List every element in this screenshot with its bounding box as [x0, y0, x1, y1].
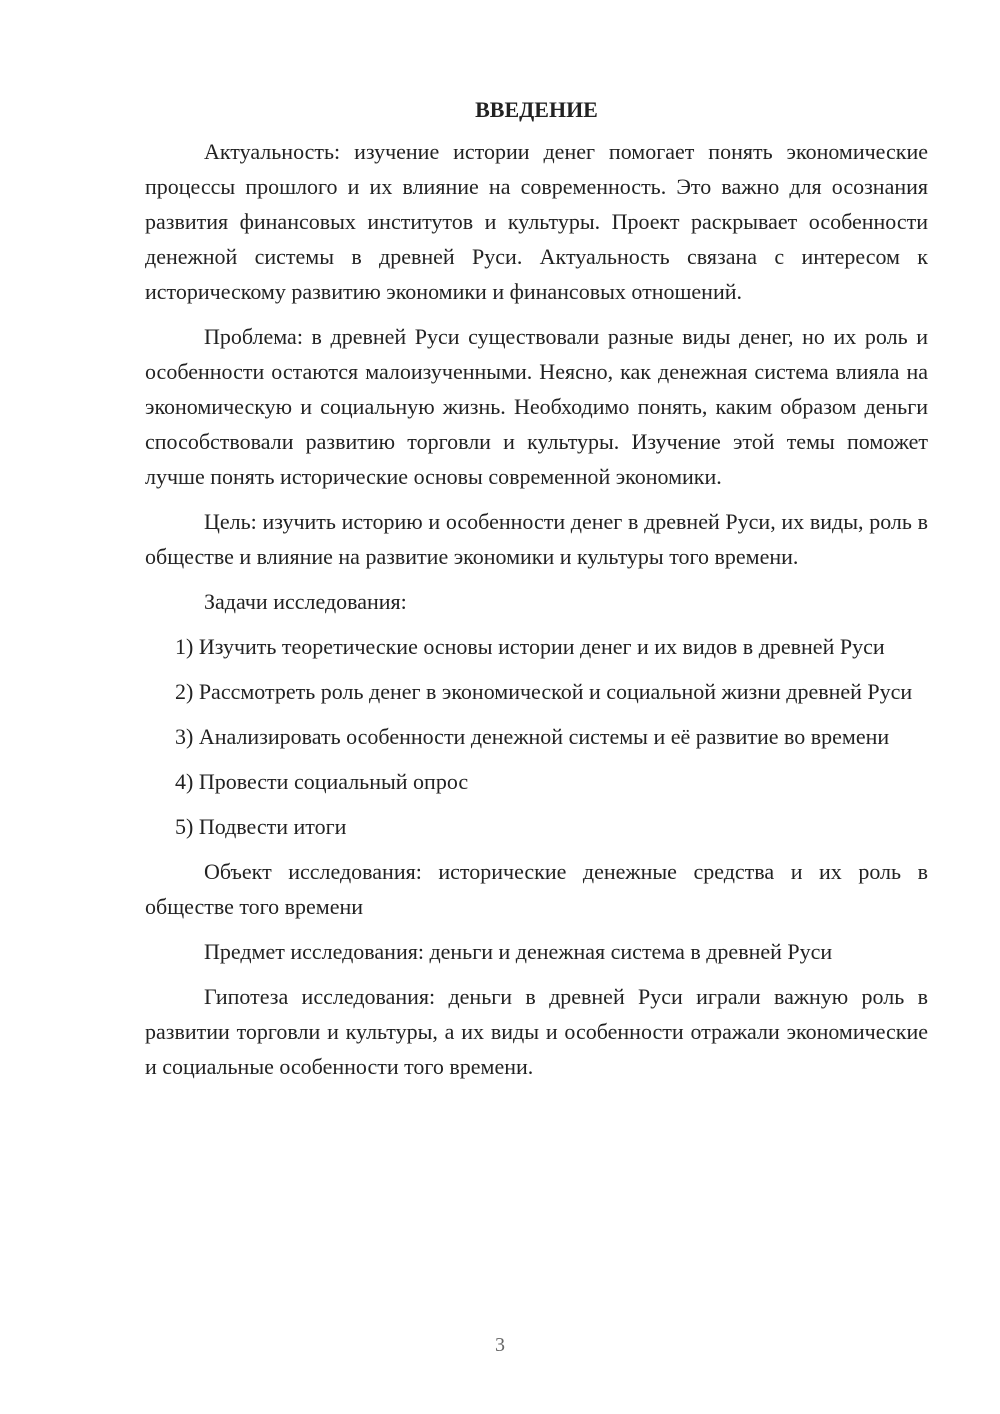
- task-item-4: 4) Провести социальный опрос: [175, 769, 469, 794]
- task-item-5: 5) Подвести итоги: [175, 814, 347, 839]
- section-heading: ВВЕДЕНИЕ: [475, 97, 598, 122]
- page-number: 3: [495, 1334, 505, 1356]
- task-item-1: 1) Изучить теоретические основы истории денег и их видов в древней Руси: [175, 634, 885, 659]
- task-item-3: 3) Анализировать особенности денежной системы и её развитие во времени: [175, 724, 890, 749]
- paragraph-hypothesis: Гипотеза исследования: деньги в древней Руси играли важную роль в развитии торговли и культуры, а их виды и особенности отражали экономические и социальные особенности того времени.: [145, 984, 928, 1079]
- document-page: [145, 92, 928, 1094]
- paragraph-goal: Цель: изучить историю и особенности денег в древней Руси, их виды, роль в обществе и влияние на развитие экономики и культуры того времени.: [145, 509, 928, 569]
- task-item-2: 2) Рассмотреть роль денег в экономической и социальной жизни древней Руси: [175, 679, 913, 704]
- paragraph-object: Объект исследования: исторические денежные средства и их роль в обществе того времени: [145, 859, 928, 919]
- paragraph-subject: Предмет исследования: деньги и денежная система в древней Руси: [204, 939, 833, 964]
- paragraph-relevance: Актуальность: изучение истории денег помогает понять экономические процессы прошлого и их влияние на современность. Это важно для осознания развития финансовых институтов и культуры. Проект раскрывает особенности денежной системы в древней Руси. Актуальность связана с интересом к историческому развитию экономики и финансовых отношений.: [145, 139, 928, 304]
- paragraph-problem: Проблема: в древней Руси существовали разные виды денег, но их роль и особенности остаются малоизученными. Неясно, как денежная система влияла на экономическую и социальную жизнь. Необходимо понять, каким образом деньги способствовали развитию торговли и культуры. Изучение этой темы поможет лучше понять исторические основы современной экономики.: [145, 324, 928, 489]
- tasks-heading: Задачи исследования:: [204, 589, 407, 614]
